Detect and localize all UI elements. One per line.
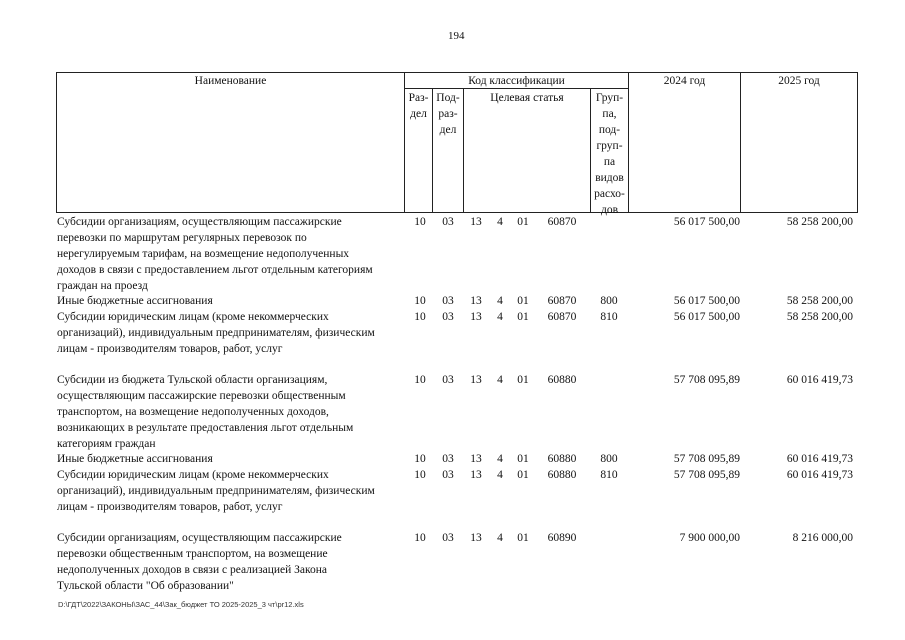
row-name-line: Субсидии из бюджета Тульской области организациям, [57, 374, 328, 386]
cell-vr: 800 [600, 295, 618, 307]
header-razdel-line: Раз- [408, 92, 429, 104]
cell-vr: 810 [600, 469, 618, 481]
cell-amount-2024: 57 708 095,89 [673, 469, 740, 481]
cell-t1: 13 [470, 295, 482, 307]
cell-pr: 03 [442, 532, 454, 544]
header-podrazdel [433, 90, 463, 138]
cell-t4: 60890 [547, 532, 577, 544]
header-podrazdel-line: дел [439, 124, 457, 136]
header-year-2024: 2024 год [663, 75, 706, 87]
cell-amount-2024: 57 708 095,89 [673, 374, 740, 386]
header-year-2025: 2025 год [778, 75, 820, 87]
cell-rz: 10 [414, 216, 426, 228]
row-name-line: осуществляющим пассажирские перевозки общественным [57, 390, 346, 402]
row-name [57, 372, 412, 452]
cell-t3: 01 [517, 374, 529, 386]
row-name-line: Субсидии юридическим лицам (кроме некоммерческих [57, 469, 329, 481]
cell-t1: 13 [470, 374, 482, 386]
cell-amount-2024: 57 708 095,89 [673, 453, 740, 465]
header-group-line: под- [598, 124, 621, 136]
cell-amount-2025: 60 016 419,73 [786, 374, 853, 386]
row-name-line: Субсидии организациям, осуществляющим пассажирские [57, 216, 342, 228]
row-name-line: Тульской области "Об образовании" [57, 580, 234, 592]
cell-pr: 03 [442, 469, 454, 481]
cell-t2: 4 [497, 532, 503, 544]
cell-vr: 800 [600, 453, 618, 465]
cell-t3: 01 [517, 311, 529, 323]
cell-amount-2025: 58 258 200,00 [786, 216, 853, 228]
cell-t4: 60870 [547, 311, 577, 323]
cell-t3: 01 [517, 469, 529, 481]
row-name-line: граждан на проезд [57, 280, 148, 292]
row-name-line: перевозки общественным транспортом, на возмещение [57, 548, 328, 560]
cell-t2: 4 [497, 374, 503, 386]
cell-t1: 13 [470, 469, 482, 481]
cell-rz: 10 [414, 295, 426, 307]
cell-vr: 810 [600, 311, 618, 323]
row-name-line: лицам - производителям товаров, работ, услуг [57, 501, 283, 513]
cell-t2: 4 [497, 453, 503, 465]
header-podrazdel-line: раз- [438, 108, 458, 120]
row-name-line: нерегулируемым тарифам, на возмещение недополученных [57, 248, 350, 260]
row-name-line: недополученных доходов в связи с реализацией Закона [57, 564, 328, 576]
row-name [57, 451, 412, 467]
cell-t2: 4 [497, 295, 503, 307]
header-group-line: па [603, 156, 616, 168]
row-name [57, 530, 412, 594]
cell-rz: 10 [414, 532, 426, 544]
cell-t3: 01 [517, 532, 529, 544]
table-header [56, 72, 858, 216]
row-name-line: Субсидии организациям, осуществляющим пассажирские [57, 532, 342, 544]
cell-t2: 4 [497, 311, 503, 323]
cell-amount-2025: 60 016 419,73 [786, 453, 853, 465]
cell-rz: 10 [414, 374, 426, 386]
cell-amount-2024: 56 017 500,00 [673, 311, 740, 323]
header-group-line: дов [600, 204, 619, 216]
page-number: 194 [448, 30, 465, 42]
cell-pr: 03 [442, 216, 454, 228]
header-group [591, 90, 628, 218]
row-name-line: организаций), индивидуальным предпринимателям, физическим [57, 327, 375, 339]
header-group-line: груп- [596, 140, 623, 152]
cell-t1: 13 [470, 216, 482, 228]
cell-amount-2025: 58 258 200,00 [786, 295, 853, 307]
header-target: Целевая статья [490, 92, 564, 104]
row-name-line: доходов в связи с предоставлением льгот отдельным категориям [57, 264, 373, 276]
header-group-line: видов [595, 172, 624, 184]
row-name-line: организаций), индивидуальным предпринимателям, физическим [57, 485, 375, 497]
cell-rz: 10 [414, 311, 426, 323]
header-name: Наименование [194, 75, 267, 87]
row-name-line: перевозки по маршрутам регулярных перевозок по [57, 232, 307, 244]
header-classification: Код классификации [468, 75, 565, 87]
cell-pr: 03 [442, 311, 454, 323]
cell-t4: 60880 [547, 374, 577, 386]
header-group-line: Груп- [595, 92, 624, 104]
row-name-line: возникающих в результате предоставления льгот отдельным [57, 422, 354, 434]
cell-amount-2025: 58 258 200,00 [786, 311, 853, 323]
cell-amount-2024: 56 017 500,00 [673, 295, 740, 307]
cell-t2: 4 [497, 469, 503, 481]
cell-t2: 4 [497, 216, 503, 228]
header-razdel-line: дел [410, 108, 427, 120]
row-name [57, 214, 412, 294]
row-name-line: Иные бюджетные ассигнования [57, 295, 213, 307]
row-name [57, 467, 412, 515]
header-razdel [405, 90, 432, 122]
cell-t4: 60880 [547, 469, 577, 481]
cell-t1: 13 [470, 453, 482, 465]
cell-t4: 60870 [547, 216, 577, 228]
cell-rz: 10 [414, 469, 426, 481]
cell-amount-2024: 56 017 500,00 [673, 216, 740, 228]
cell-t1: 13 [470, 532, 482, 544]
cell-amount-2025: 60 016 419,73 [786, 469, 853, 481]
cell-pr: 03 [442, 453, 454, 465]
row-name-line: Иные бюджетные ассигнования [57, 453, 213, 465]
file-path: D:\ГДТ\2022\ЗАКОНЫ\ЗАС_44\Зак_бюджет ТО 2025-2025_3 чт\pr12.xls [58, 600, 304, 609]
row-name-line: категориям граждан [57, 438, 156, 450]
row-name [57, 309, 412, 357]
cell-pr: 03 [442, 374, 454, 386]
row-name-line: Субсидии юридическим лицам (кроме некоммерческих [57, 311, 329, 323]
cell-pr: 03 [442, 295, 454, 307]
row-name-line: лицам - производителям товаров, работ, услуг [57, 343, 283, 355]
cell-amount-2024: 7 900 000,00 [679, 532, 740, 544]
cell-t4: 60870 [547, 295, 577, 307]
cell-t3: 01 [517, 216, 529, 228]
cell-t3: 01 [517, 295, 529, 307]
row-name [57, 293, 412, 309]
cell-t4: 60880 [547, 453, 577, 465]
cell-rz: 10 [414, 453, 426, 465]
header-group-line: расхо- [594, 188, 625, 200]
header-podrazdel-line: Под- [436, 92, 460, 104]
cell-t3: 01 [517, 453, 529, 465]
cell-amount-2025: 8 216 000,00 [792, 532, 853, 544]
row-name-line: транспортом, на возмещение недополученных доходов, [57, 406, 329, 418]
header-group-line: па, [602, 108, 617, 120]
cell-t1: 13 [470, 311, 482, 323]
